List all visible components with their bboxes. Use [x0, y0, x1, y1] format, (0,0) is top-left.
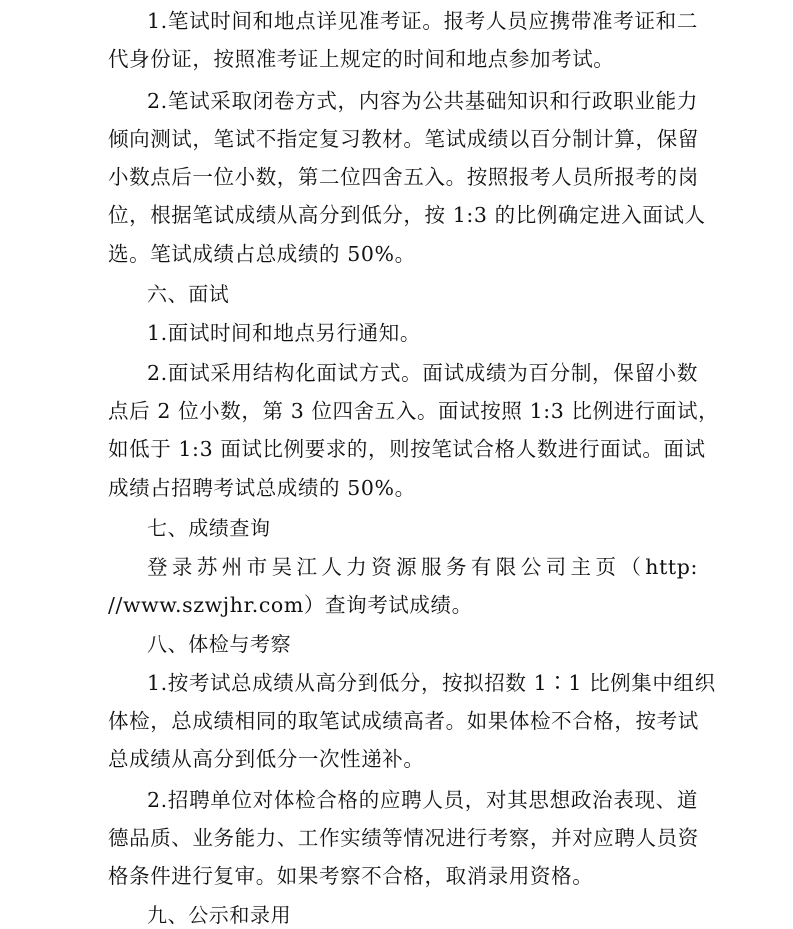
- s6-p2-line-2: 点后 2 位小数，第 3 位四舍五入。面试按照 1:3 比例进行面试，: [108, 399, 720, 423]
- s6-p2-line-1: 2.面试采用结构化面试方式。面试成绩为百分制，保留小数: [147, 361, 698, 385]
- s8-p2-line-3: 格条件进行复审。如果考察不合格，取消录用资格。: [108, 864, 594, 888]
- s5-p2-line-2: 倾向测试，笔试不指定复习教材。笔试成绩以百分制计算，保留: [108, 127, 699, 151]
- s8-p1-line-2: 体检，总成绩相同的取笔试成绩高者。如果体检不合格，按考试: [108, 709, 699, 733]
- s5-p2-line-5: 选。笔试成绩占总成绩的 50%。: [108, 242, 416, 266]
- s6-p2-line-3: 如低于 1:3 面试比例要求的，则按笔试合格人数进行面试。面试: [108, 437, 706, 461]
- s8-p2-line-2: 德品质、业务能力、工作实绩等情况进行考察，并对应聘人员资: [108, 826, 699, 850]
- s5-p2-line-4: 位，根据笔试成绩从高分到低分，按 1:3 的比例确定进入面试人: [108, 203, 706, 227]
- s6-p1-line-1: 1.面试时间和地点另行通知。: [147, 321, 421, 345]
- s8-p1-line-3: 总成绩从高分到低分一次性递补。: [108, 747, 425, 771]
- s5-p1-line-2: 代身份证，按照准考证上规定的时间和地点参加考试。: [108, 47, 615, 71]
- s7-p1-line-2: //www.szwjhr.com）查询考试成绩。: [108, 593, 473, 617]
- s5-p2-line-3: 小数点后一位小数，第二位四舍五入。按照报考人员所报考的岗: [108, 165, 699, 189]
- section-6-heading: 六、面试: [147, 282, 230, 306]
- s7-p1-line-1: 登录苏州市吴江人力资源服务有限公司主页（http:: [147, 555, 698, 579]
- section-9-heading: 九、公示和录用: [147, 903, 292, 927]
- s5-p2-line-1: 2.笔试采取闭卷方式，内容为公共基础知识和行政职业能力: [147, 89, 698, 113]
- section-8-heading: 八、体检与考察: [147, 632, 292, 656]
- s6-p2-line-4: 成绩占招聘考试总成绩的 50%。: [108, 476, 416, 500]
- s5-p1-line-1: 1.笔试时间和地点详见准考证。报考人员应携带准考证和二: [147, 9, 698, 33]
- s8-p1-line-1: 1.按考试总成绩从高分到低分，按拟招数 1∶1 比例集中组织: [147, 671, 716, 695]
- s8-p2-line-1: 2.招聘单位对体检合格的应聘人员，对其思想政治表现、道: [147, 788, 698, 812]
- section-7-heading: 七、成绩查询: [147, 516, 271, 540]
